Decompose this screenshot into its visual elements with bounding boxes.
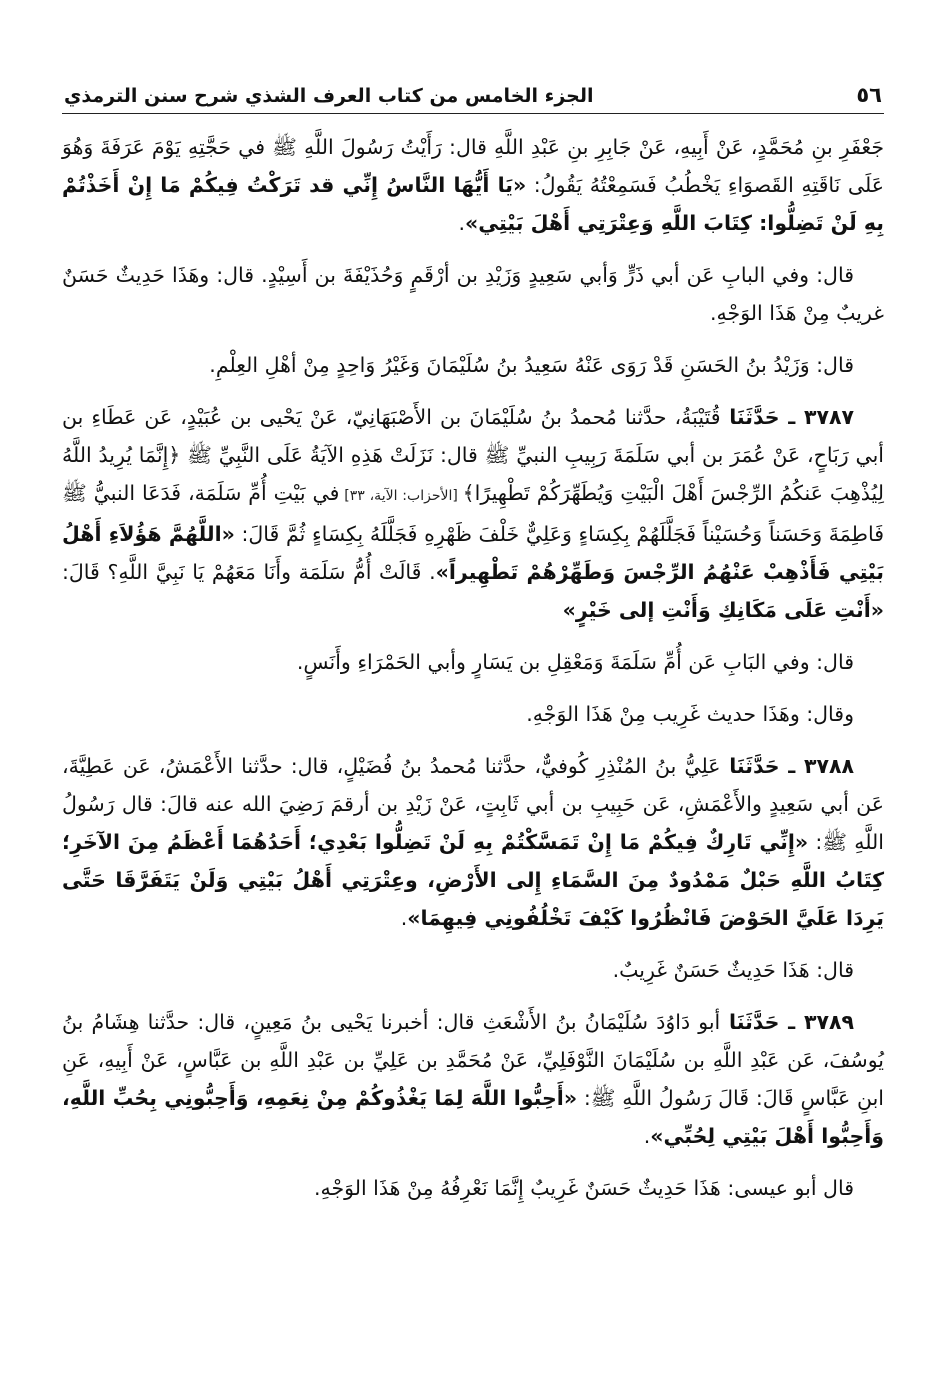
body-text: في بَيْتِ أُمِّ سَلَمَة، فَدَعَا النبيُّ ﷺ فَاطِمَةَ وَحَسَناً وَحُسَيْناً فَجَلَّلَهُمْ بِكِسَاءٍ وَعَلِيٌّ خَلْفَ ظَهْرِهِ فَجَلَّلَهُ بِكِسَاءٍ ثُمَّ قَالَ:: [62, 481, 884, 546]
bold-text: «أَنْتِ عَلَى مَكَانِكِ وَأَنْتِ إلى خَيْرٍ»: [562, 598, 884, 622]
body-text: قال: وفي البابِ عَن أبي ذَرٍّ وَأبي سَعِيدٍ وَزَيْدِ بن أرْقَمٍ وَحُذَيْفَةَ بن أَسِيْدٍ. قال: وهَذَا حَدِيثٌ حَسَنٌ غريبٌ مِنْ هَذَا الوَجْهِ.: [62, 263, 884, 325]
page-body: [62, 128, 884, 1207]
text-paragraph: [62, 747, 884, 937]
body-text: عَلِيُّ بنُ المُنْذِرِ كُوفيٌّ، حدَّثنا مُحمدُ بنُ فُضَيْلٍ، قال: حدَّثنا الأَعْمَشُ، عَن عَطِيَّةَ، عَن أبي سَعِيدٍ والأَعْمَشِ، عَن حَبِيبِ بن أبي ثَابِتٍ، عَنْ زَيْدِ بن أرقمَ رَضِيَ الله عنه قالَ: قال رَسُولُ اللَّهِ ﷺ:: [62, 754, 884, 854]
text-paragraph: [62, 1169, 884, 1207]
body-text: جَعْفَرِ بنِ مُحَمَّدٍ، عَنْ أَبِيهِ، عَنْ جَابِرِ بنِ عَبْدِ اللَّهِ قال: رَأَيْتُ رَسُولَ اللَّهِ ﷺ في حَجَّتِهِ يَوْمَ عَرَفَةَ وَهُوَ عَلَى نَاقَتِهِ القَصوَاءِ يَخْطُبُ فَسَمِعْتُهُ يَقُولُ:: [62, 135, 884, 197]
verse-reference: [الأحزاب: الآية، ٣٣]: [339, 488, 463, 504]
body-text: قال: وفي البَابِ عَن أُمِّ سَلَمَةَ وَمَعْقِلِ بن يَسَارٍ وأبي الحَمْرَاءِ وأَنَسٍ.: [296, 650, 854, 674]
quran-verse: ﴿إِنَّمَا يُرِيدُ اللَّهُ لِيُذْهِبَ عَنكُمُ الرِّجْسَ أَهْلَ الْبَيْتِ وَيُطَهِّرَكُمْ تَطْهِيرًا﴾: [62, 443, 884, 505]
body-text: قال أبو عيسى: هَذَا حَدِيثٌ حَسَنٌ غَرِيبٌ إِنَّمَا نَعْرِفُهُ مِنْ هَذَا الوَجْهِ.: [313, 1176, 854, 1200]
bold-text: «أَحِبُّوا اللَّهَ لِمَا يَغْذُوكُمْ مِنْ نِعَمِهِ، وَأَحِبُّونِي بِحُبِّ اللَّهِ، وَأَحِبُّوا أَهْلَ بَيْتِي لِحُبِّي»: [62, 1086, 884, 1148]
bold-text: ٣٧٨٩ ـ حَدَّثَنَا: [720, 1010, 854, 1034]
body-text: .: [643, 1124, 651, 1148]
text-paragraph: [62, 695, 884, 733]
text-paragraph: [62, 1003, 884, 1155]
body-text: قُتَيْبَةُ، حدَّثنا مُحمدُ بنُ سُلَيْمَانَ بن الأَصْبَهَانِيّ، عَنْ يَحْيى بن عُبَيْدٍ، عَن عَطَاءِ بن أبي رَبَاحٍ، عَنْ عُمَرَ بن أبي سَلَمَةَ رَبِيبِ النبيِّ ﷺ قال: نَزَلَتْ هَذِهِ الآيَةُ عَلَى النَّبِيِّ ﷺ: [62, 405, 884, 467]
bold-text: «اللَّهُمَّ هَؤُلاَءِ أَهْلُ بَيْتِي فَأَذْهِبْ عَنْهُمُ الرِّجْسَ وَطَهِّرْهُمْ تَطْهِيراً»: [62, 522, 884, 584]
text-paragraph: [62, 346, 884, 384]
text-paragraph: [62, 128, 884, 242]
text-paragraph: [62, 643, 884, 681]
bold-text: «إِنِّي تَارِكٌ فِيكُمْ مَا إِنْ تَمَسَّكْتُمْ بِهِ لَنْ تَضِلُّوا بَعْدِي؛ أَحَدُهُمَا أَعْظَمُ مِنَ الآخَرِ؛ كِتَابُ اللَّهِ حَبْلٌ مَمْدُودٌ مِنَ السَّمَاءِ إِلى الأَرْضِ، وعِتْرَتِي أَهْلُ بَيْتِي وَلَنْ يَتَفَرَّقَا حَتَّى يَرِدَا عَلَيَّ الحَوْضَ فَانْظُرُوا كَيْفَ تَخْلُفُونِي فِيهِمَا»: [62, 830, 884, 930]
page-header: [62, 70, 884, 114]
body-text: . قَالَتْ أُمُّ سَلَمَة وأَنَا مَعَهُمْ يَا نَبِيَّ اللَّهِ؟ قَالَ:: [62, 560, 436, 584]
body-text: قال: هَذَا حَدِيثٌ حَسَنٌ غَرِيبٌ.: [612, 958, 854, 982]
bold-text: ٣٧٨٨ ـ حَدَّثَنَا: [720, 754, 854, 778]
body-text: أبو دَاوُدَ سُلَيْمَانُ بنُ الأَشْعَثِ قال: أخبرنا يَحْيى بنُ مَعِينٍ، قال: حدَّثنا هِشَامُ بنُ يُوسُفَ، عَن عَبْدِ اللَّهِ بن سُلَيْمَانَ النَّوْفَلِيِّ، عَنْ مُحَمَّدِ بن عَلِيِّ بن عَبْدِ اللَّهِ بن عَبَّاسٍ، عَنْ أَبِيهِ، عَنِ ابنِ عَبَّاسٍ قَالَ: قَالَ رَسُولُ اللَّهِ ﷺ:: [62, 1010, 884, 1110]
text-paragraph: [62, 951, 884, 989]
body-text: .: [458, 211, 466, 235]
page-number: ٥٦: [856, 83, 882, 107]
body-text: .: [400, 906, 408, 930]
text-paragraph: [62, 398, 884, 629]
running-title: الجزء الخامس من كتاب العرف الشذي شرح سنن الترمذي: [64, 85, 594, 107]
book-page: [62, 70, 884, 1360]
body-text: وقال: وهَذَا حديث غَرِيب مِنْ هَذَا الوَجْهِ.: [526, 702, 854, 726]
text-paragraph: [62, 256, 884, 332]
bold-text: «يَا أَيُّهَا النَّاسُ إِنِّي قد تَرَكْتُ فِيكُمْ مَا إِنْ أَخَذْتُمْ بِهِ لَنْ تَضِلُّوا: كِتَابَ اللَّهِ وَعِتْرَتِي أَهْلَ بَيْتِي»: [62, 173, 884, 235]
body-text: قال: وَزَيْدُ بنُ الحَسَنِ قَدْ رَوَى عَنْهُ سَعِيدُ بنُ سُلَيْمَانَ وَغَيْرُ وَاحِدٍ مِنْ أهْلِ العِلْمِ.: [209, 353, 854, 377]
bold-text: ٣٧٨٧ ـ حَدَّثَنَا: [720, 405, 854, 429]
